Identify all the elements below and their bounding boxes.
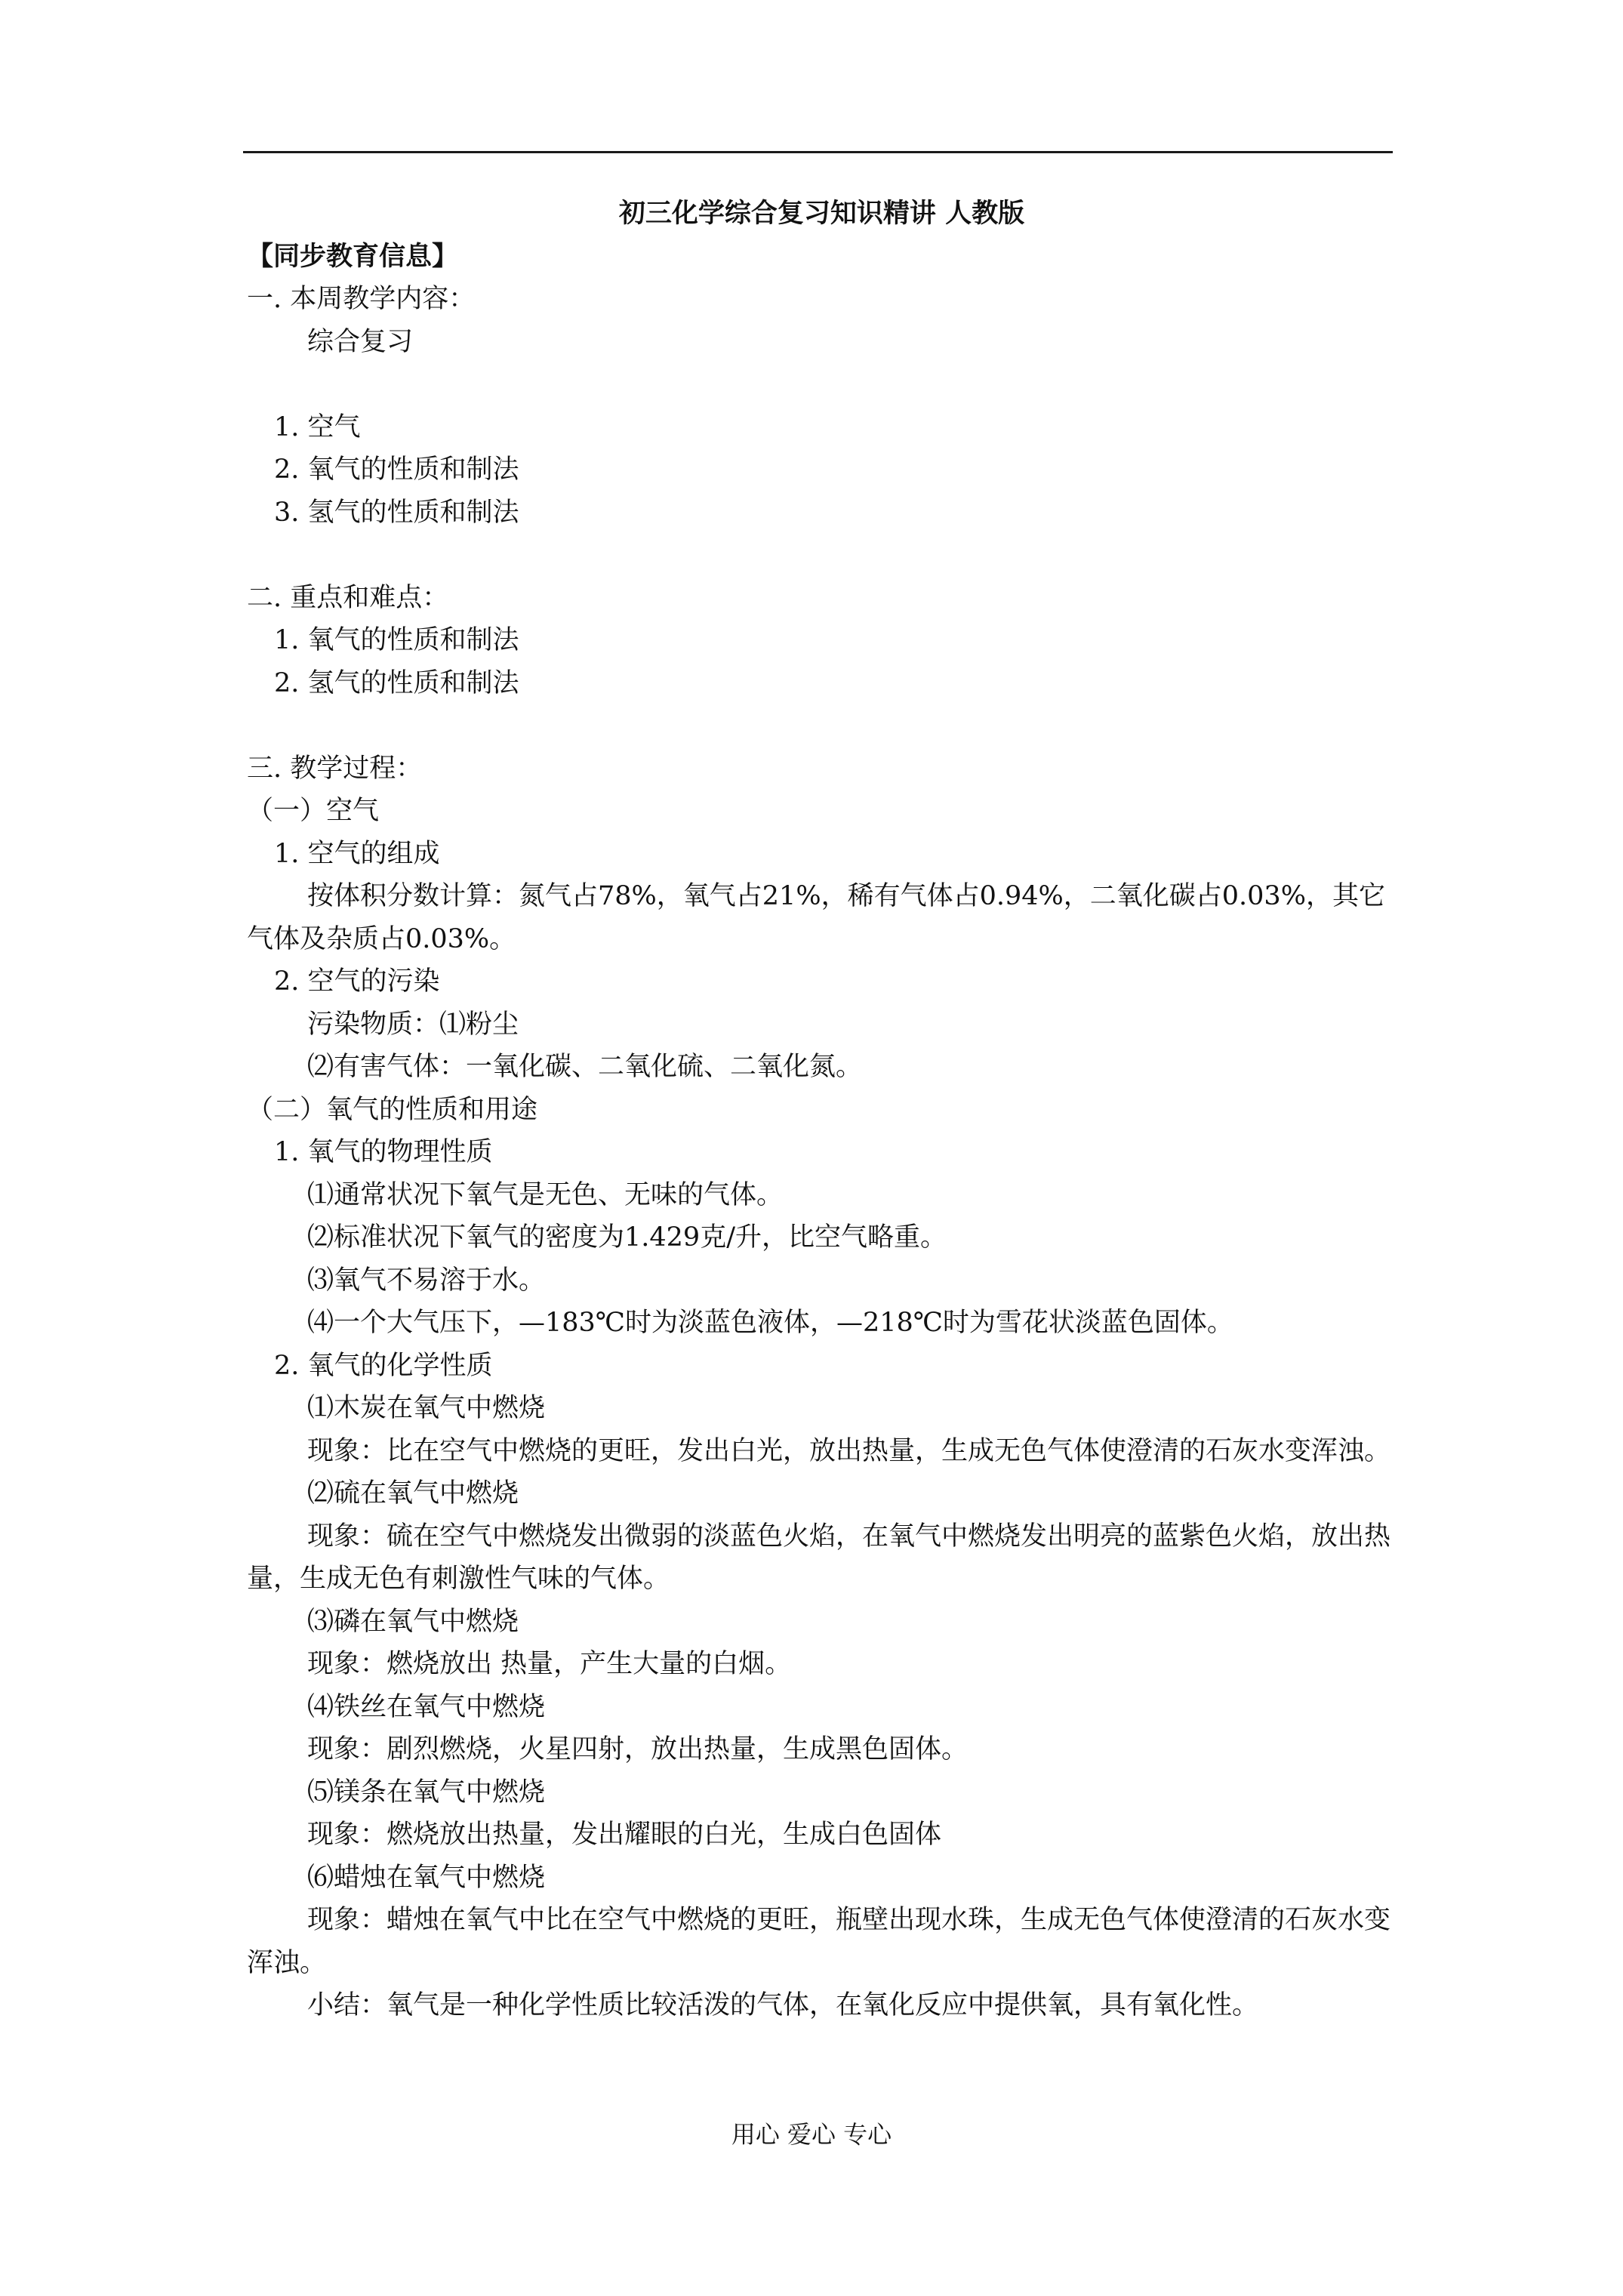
text-line: 按体积分数计算：氮气占78%，氧气占21%，稀有气体占0.94%，二氧化碳占0.03%，其它气体及杂质占0.03%。: [247, 881, 1385, 954]
blank-line: [247, 534, 1397, 577]
text-line: 三. 教学过程：: [247, 753, 423, 784]
text-line: 2. 氧气的化学性质: [274, 1350, 493, 1381]
text-line: （一）空气: [247, 796, 380, 826]
text-line: 一. 本周教学内容：: [247, 284, 476, 314]
text-line: 现象：硫在空气中燃烧发出微弱的淡蓝色火焰，在氧气中燃烧发出明亮的蓝紫色火焰，放出热量，生成无色有刺激性气味的气体。: [247, 1521, 1391, 1594]
text-line: ⑶磷在氧气中燃烧: [307, 1606, 519, 1637]
header-rule: [243, 151, 1393, 153]
text-line: ⑵有害气体：一氧化碳、二氧化硫、二氧化氮。: [307, 1052, 863, 1082]
text-line: 1. 空气: [274, 411, 361, 442]
text-line: ⑴木炭在氧气中燃烧: [307, 1393, 546, 1423]
text-line: 小结：氧气是一种化学性质比较活泼的气体，在氧化反应中提供氧，具有氧化性。: [307, 1990, 1259, 2020]
text-line: 污染物质：⑴粉尘: [307, 1009, 519, 1040]
text-line: 现象：燃烧放出热量，发出耀眼的白光，生成白色固体: [307, 1820, 942, 1850]
text-line: 2. 氢气的性质和制法: [274, 667, 519, 698]
text-line: 综合复习: [307, 326, 414, 357]
text-line: 3. 氢气的性质和制法: [274, 497, 519, 528]
text-line: 2. 氧气的性质和制法: [274, 455, 519, 485]
blank-line: [247, 363, 1397, 406]
text-line: 1. 氧气的性质和制法: [274, 625, 519, 655]
page-footer: 用心 爱心 专心: [731, 2120, 892, 2149]
text-line: ⑵硫在氧气中燃烧: [307, 1478, 519, 1509]
text-line: 现象：蜡烛在氧气中比在空气中燃烧的更旺，瓶壁出现水珠，生成无色气体使澄清的石灰水变浑浊。: [247, 1905, 1391, 1978]
text-line: ⑵标准状况下氧气的密度为1.429克/升，比空气略重。: [307, 1222, 947, 1253]
text-line: ⑸镁条在氧气中燃烧: [307, 1777, 546, 1808]
text-line: ⑴通常状况下氧气是无色、无味的气体。: [307, 1179, 784, 1210]
text-line: 现象：剧烈燃烧，火星四射，放出热量，生成黑色固体。: [307, 1734, 969, 1764]
document-lines: [247, 278, 1397, 2027]
text-line: ⑹蜡烛在氧气中燃烧: [307, 1862, 546, 1893]
document-title: 初三化学综合复习知识精讲 人教版: [618, 198, 1025, 229]
text-line: 现象：燃烧放出 热量，产生大量的白烟。: [307, 1649, 792, 1679]
section-header: 【同步教育信息】: [247, 240, 459, 272]
text-line: 1. 空气的组成: [274, 838, 440, 869]
text-line: 1. 氧气的物理性质: [274, 1137, 493, 1167]
text-line: 2. 空气的污染: [274, 966, 440, 997]
text-line: 现象：比在空气中燃烧的更旺，发出白光，放出热量，生成无色气体使澄清的石灰水变浑浊。: [307, 1435, 1391, 1466]
document-body: [247, 193, 1397, 2027]
text-line: ⑷铁丝在氧气中燃烧: [307, 1691, 546, 1722]
text-line: ⑶氧气不易溶于水。: [307, 1265, 546, 1296]
text-line: （二）氧气的性质和用途: [247, 1094, 538, 1125]
text-line: ⑷一个大气压下，—183℃时为淡蓝色液体，—218℃时为雪花状淡蓝色固体。: [307, 1308, 1233, 1338]
blank-line: [247, 704, 1397, 747]
text-line: 二. 重点和难点：: [247, 582, 449, 613]
